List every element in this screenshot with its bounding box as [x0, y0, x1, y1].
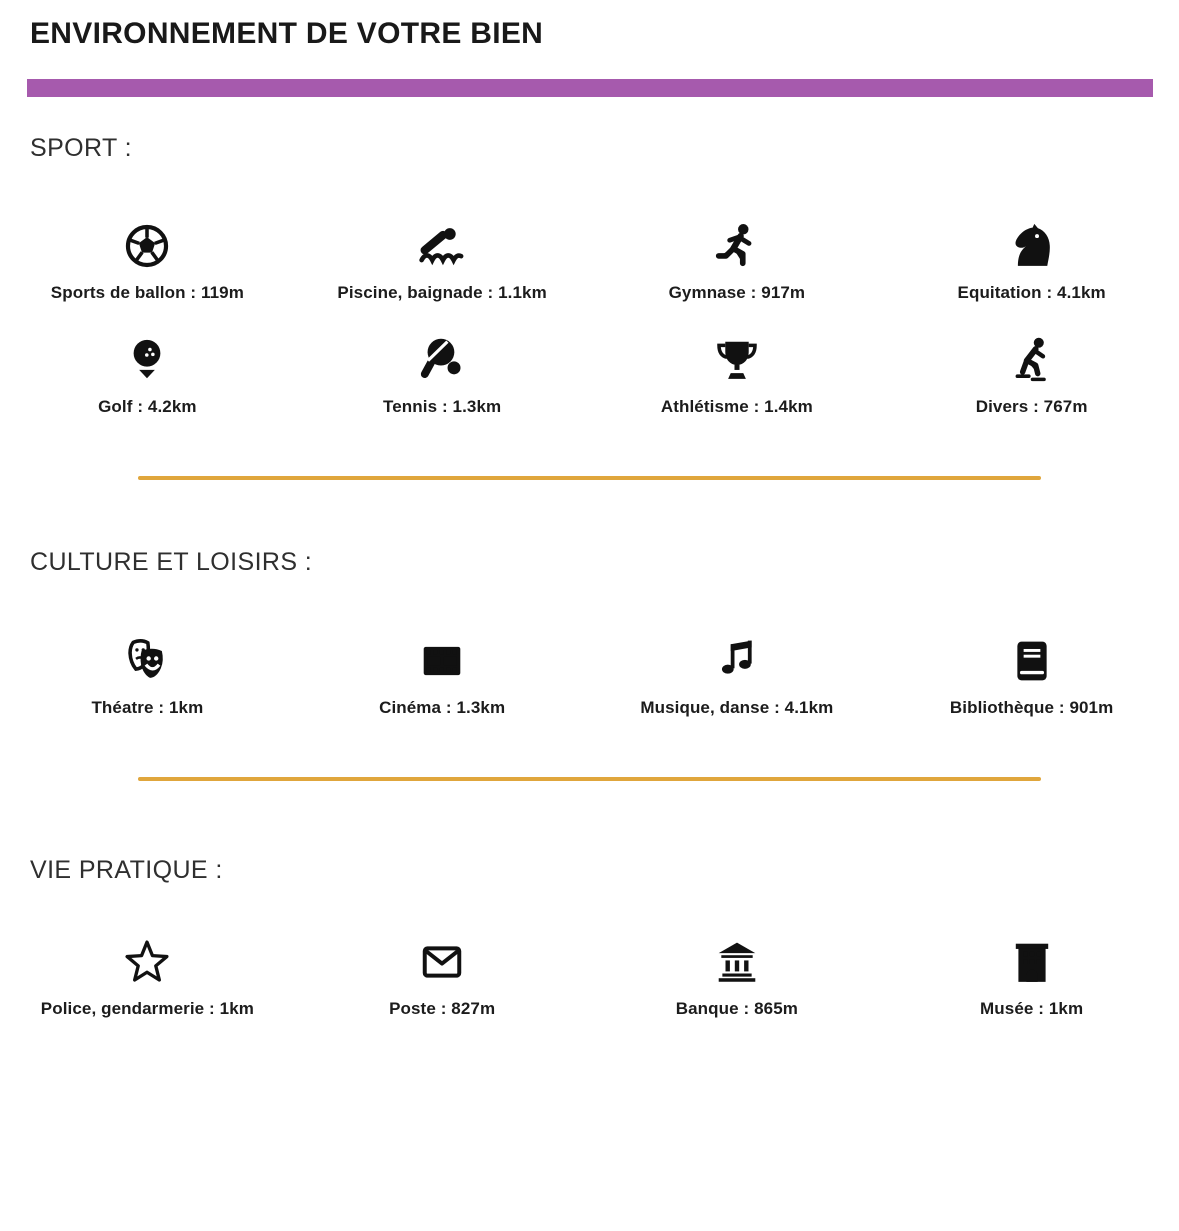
env-item-banque: [590, 938, 885, 1020]
trophy-icon: [714, 336, 760, 384]
swimmer-icon: [419, 222, 465, 270]
film-strip-icon: [419, 637, 465, 685]
environment-report-page: [0, 16, 1179, 1020]
museum-building-icon: [1009, 938, 1055, 986]
book-icon: [1009, 637, 1055, 685]
env-item-musee: [884, 938, 1179, 1020]
sport-grid: [0, 222, 1179, 418]
env-item-poste: [295, 938, 590, 1020]
item-label: Divers : 767m: [975, 397, 1088, 417]
item-label: Athlétisme : 1.4km: [660, 397, 813, 417]
item-label: Théatre : 1km: [91, 697, 204, 717]
accent-bar: [27, 79, 1153, 97]
env-item-piscine: [295, 222, 590, 304]
item-label: Banque : 865m: [675, 998, 798, 1018]
page-title: ENVIRONNEMENT DE VOTRE BIEN: [30, 17, 544, 50]
ice-skater-icon: [1009, 336, 1055, 384]
item-label: Gymnase : 917m: [668, 283, 806, 303]
env-item-musique-danse: [590, 637, 885, 719]
item-label: Equitation : 4.1km: [957, 283, 1106, 303]
music-notes-icon: [714, 637, 760, 685]
culture-grid: [0, 637, 1179, 719]
theater-masks-icon: [124, 637, 170, 685]
env-item-tennis: [295, 336, 590, 418]
env-item-equitation: [884, 222, 1179, 304]
golf-ball-tee-icon: [124, 336, 170, 384]
runner-icon: [714, 222, 760, 270]
env-item-police: [0, 938, 295, 1020]
item-label: Poste : 827m: [389, 998, 496, 1018]
envelope-icon: [419, 938, 465, 986]
item-label: Golf : 4.2km: [98, 397, 197, 417]
item-label: Police, gendarmerie : 1km: [40, 998, 254, 1018]
env-item-athletisme: [590, 336, 885, 418]
vie-pratique-grid: [0, 938, 1179, 1020]
env-item-divers: [884, 336, 1179, 418]
item-label: Tennis : 1.3km: [383, 397, 502, 417]
soccer-ball-icon: [124, 222, 170, 270]
star-outline-icon: [124, 938, 170, 986]
section-divider: [138, 777, 1041, 781]
env-item-sports-de-ballon: [0, 222, 295, 304]
env-item-bibliotheque: [884, 637, 1179, 719]
item-label: Musique, danse : 4.1km: [640, 697, 834, 717]
table-tennis-icon: [419, 336, 465, 384]
section-heading-vie-pratique: VIE PRATIQUE :: [30, 855, 223, 884]
env-item-gymnase: [590, 222, 885, 304]
bank-icon: [714, 938, 760, 986]
section-heading-sport: SPORT :: [30, 134, 132, 162]
horse-head-icon: [1009, 222, 1055, 270]
env-item-theatre: [0, 637, 295, 719]
item-label: Cinéma : 1.3km: [379, 697, 506, 717]
env-item-golf: [0, 336, 295, 418]
item-label: Sports de ballon : 119m: [50, 283, 244, 303]
section-divider: [138, 476, 1041, 480]
item-label: Bibliothèque : 901m: [949, 697, 1114, 717]
item-label: Piscine, baignade : 1.1km: [337, 283, 547, 303]
item-label: Musée : 1km: [980, 998, 1084, 1018]
section-heading-culture: CULTURE ET LOISIRS :: [30, 548, 313, 577]
env-item-cinema: [295, 637, 590, 719]
